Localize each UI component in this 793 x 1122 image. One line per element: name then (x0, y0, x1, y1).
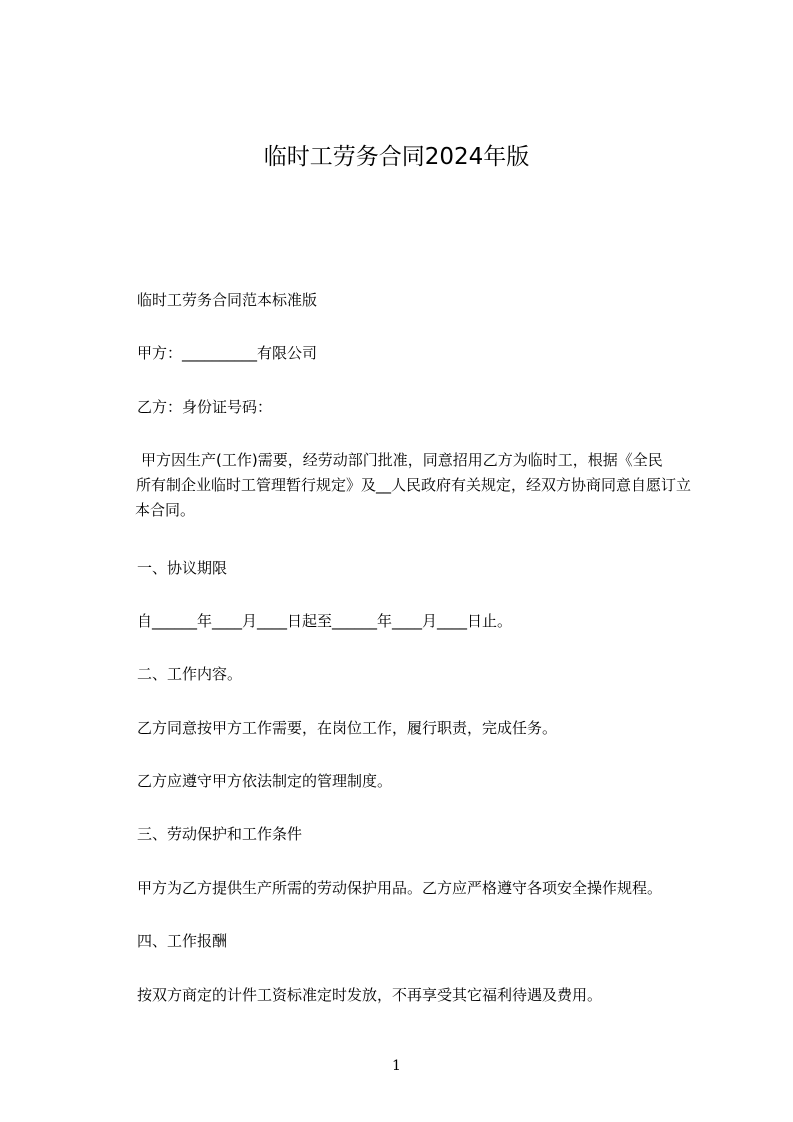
section-4-text: 按双方商定的计件工资标准定时发放，不再享受其它福利待遇及费用。 (137, 986, 603, 1004)
page-number: 1 (392, 1058, 401, 1074)
section-1-text: 自______年____月____日起至______年____月____日止。 (137, 612, 513, 630)
party-a-line: 甲方：__________有限公司 (137, 344, 318, 362)
section-2-text-2: 乙方应遵守甲方依法制定的管理制度。 (137, 772, 393, 790)
document-title: 临时工劳务合同2024年版 (263, 144, 530, 170)
section-4-heading: 四、工作报酬 (137, 932, 228, 950)
intro-line-1: 甲方因生产(工作)需要，经劳动部门批准，同意招用乙方为临时工，根据《全民 (141, 451, 663, 469)
intro-paragraph (135, 448, 692, 523)
section-3-heading: 三、劳动保护和工作条件 (137, 825, 303, 843)
section-1-heading: 一、协议期限 (137, 559, 228, 577)
section-2-heading: 二、工作内容。 (137, 665, 243, 683)
section-2-text-1: 乙方同意按甲方工作需要，在岗位工作，履行职责，完成任务。 (137, 719, 558, 737)
document-subtitle: 临时工劳务合同范本标准版 (137, 291, 318, 309)
party-b-line: 乙方：身份证号码： (137, 398, 273, 416)
intro-line-3: 本合同。 (135, 501, 196, 519)
section-3-text: 甲方为乙方提供生产所需的劳动保护用品。乙方应严格遵守各项安全操作规程。 (137, 879, 663, 897)
intro-line-2: 所有制企业临时工管理暂行规定》及__人民政府有关规定，经双方协商同意自愿订立 (136, 476, 692, 494)
